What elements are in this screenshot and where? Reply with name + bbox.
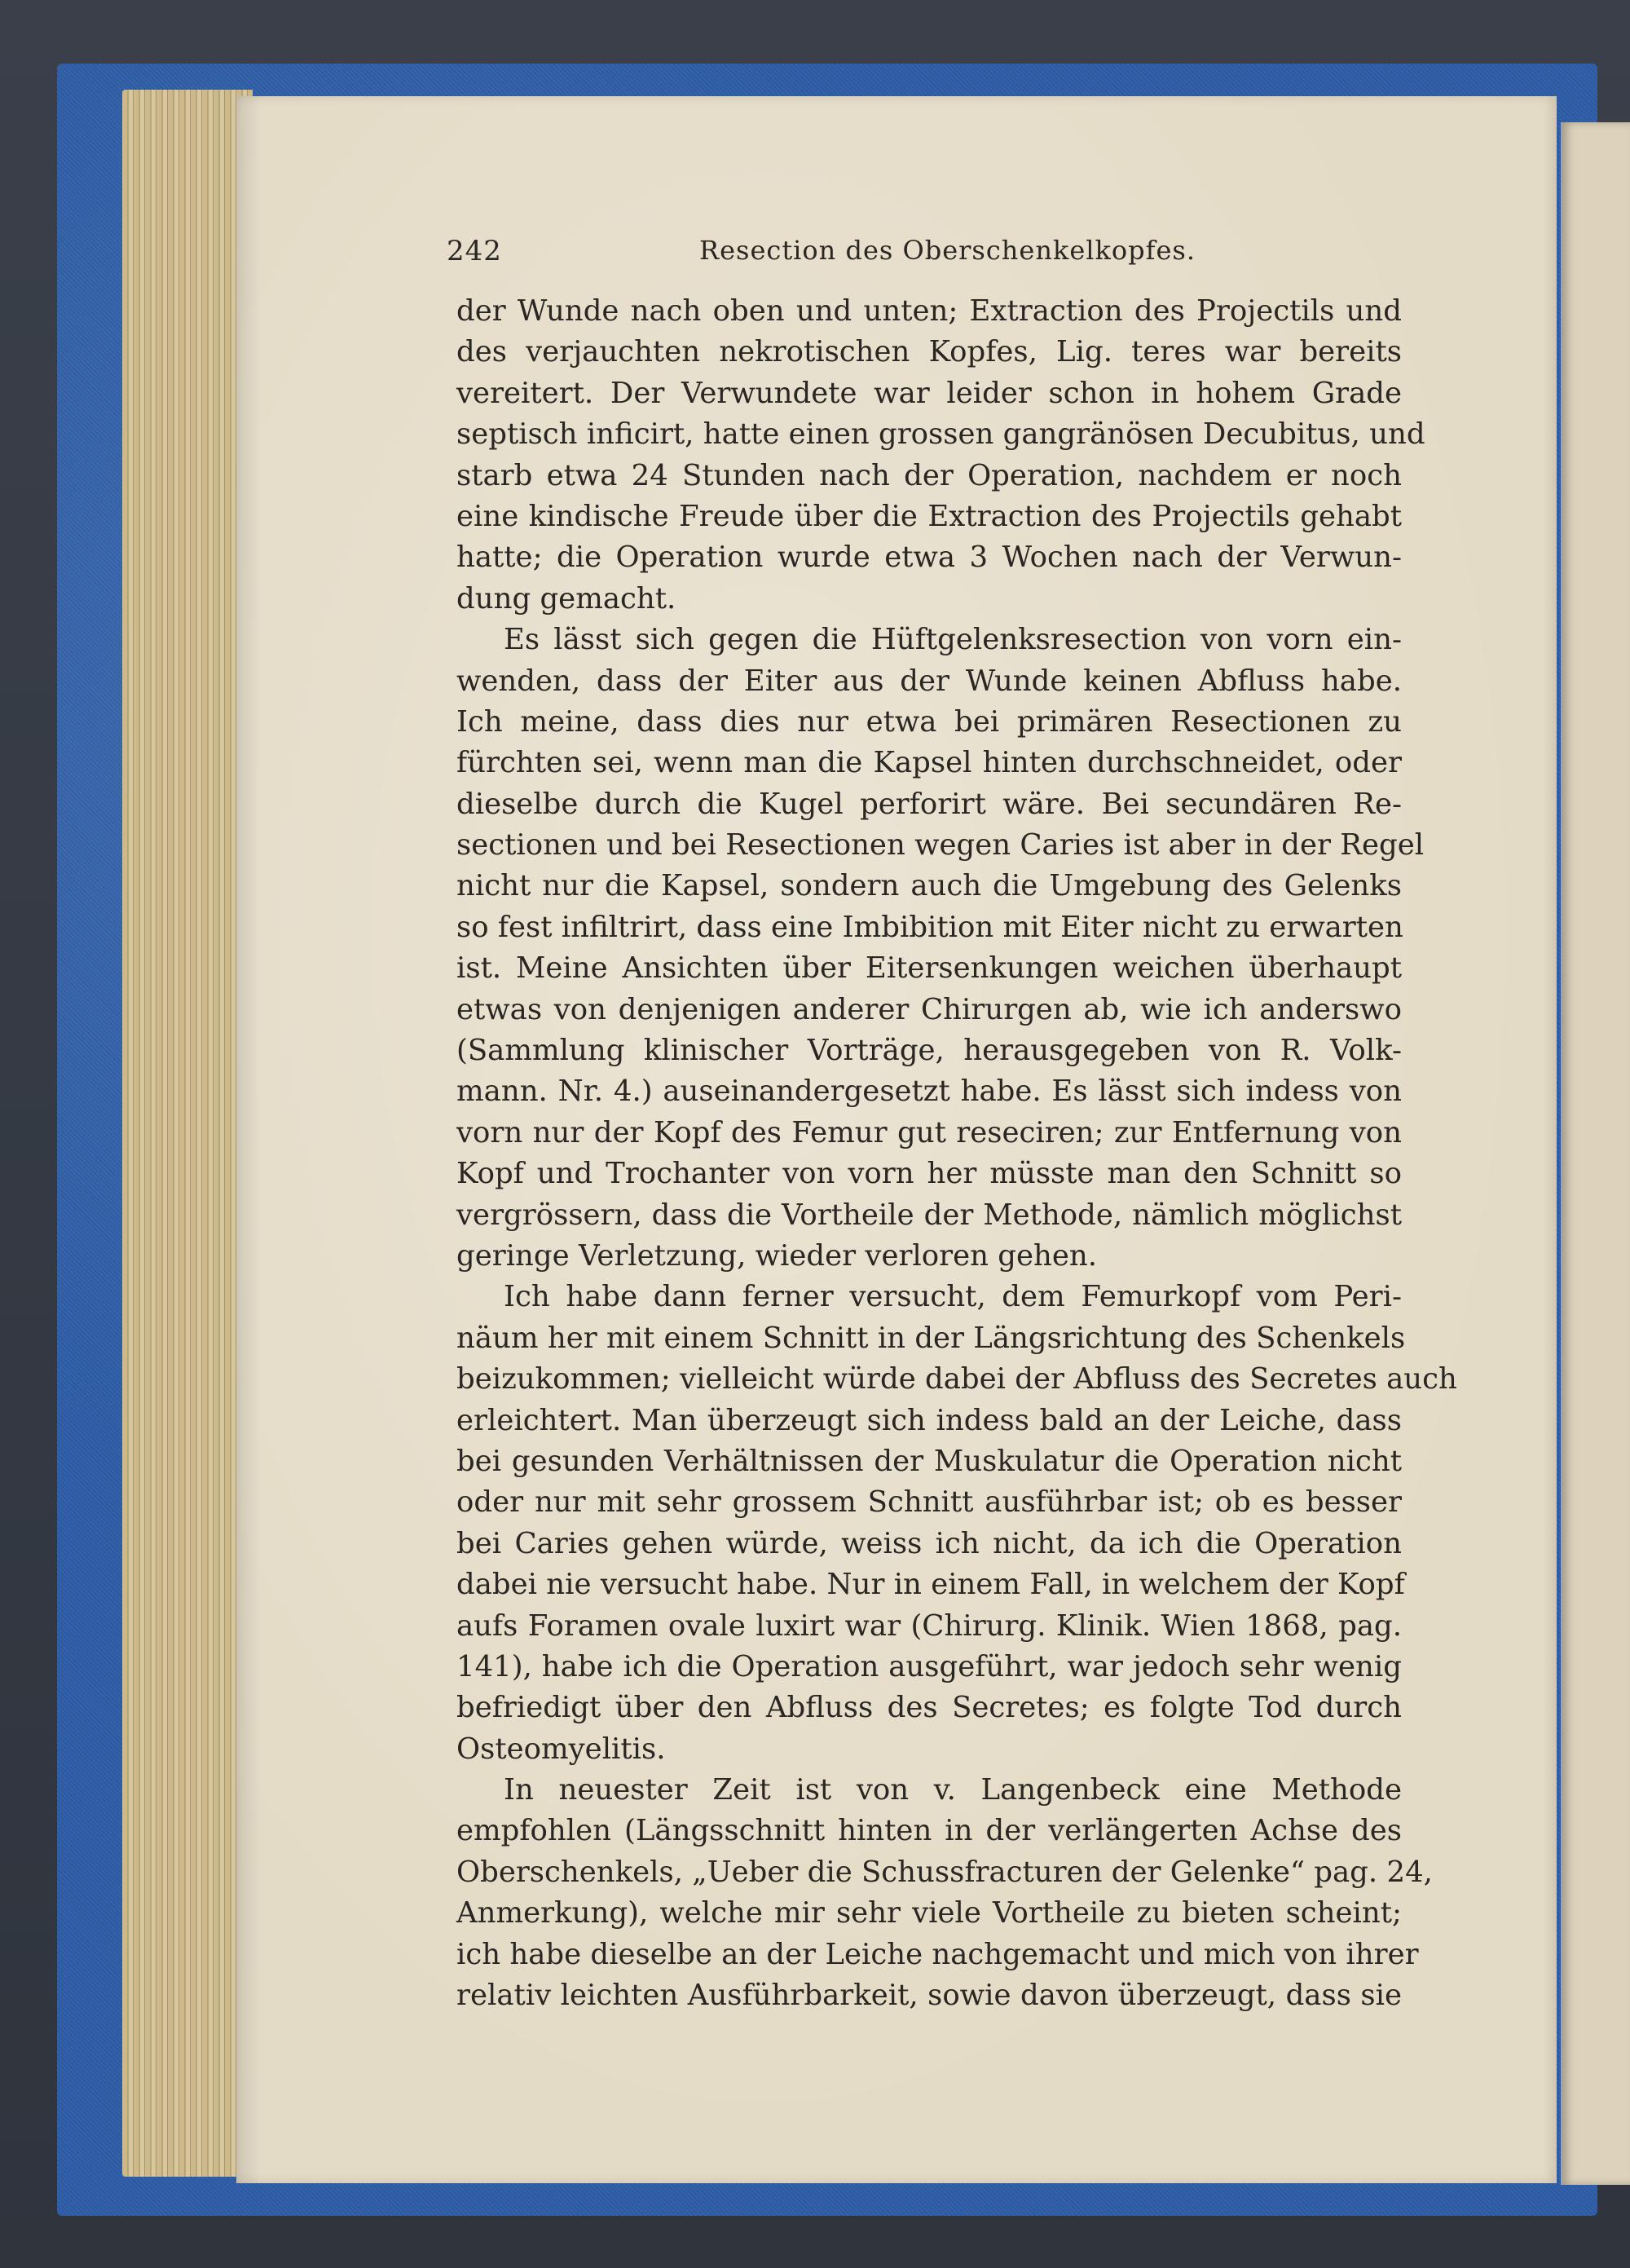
- text-line: Ich habe dann ferner versucht, dem Femurkopf vom Peri-: [504, 1280, 1402, 1314]
- text-line: der Wunde nach oben und unten; Extraction des Projectils und: [456, 294, 1402, 328]
- text-line: (Sammlung klinischer Vorträge, herausgegeben von R. Volk-: [456, 1034, 1402, 1068]
- text-line: Anmerkung), welche mir sehr viele Vortheile zu bieten scheint;: [456, 1896, 1402, 1930]
- text-line: empfohlen (Längsschnitt hinten in der verlängerten Achse des: [456, 1814, 1402, 1848]
- text-line: oder nur mit sehr grossem Schnitt ausführbar ist; ob es besser: [456, 1485, 1402, 1520]
- text-line: bei gesunden Verhältnissen der Muskulatur die Operation nicht: [456, 1444, 1402, 1478]
- page-header: [447, 235, 1408, 271]
- text-line: 141), habe ich die Operation ausgeführt, war jedoch sehr wenig: [456, 1649, 1402, 1683]
- text-line: septisch inficirt, hatte einen grossen gangränösen Decubitus, und: [456, 417, 1425, 452]
- text-line: Oberschenkels, „Ueber die Schussfracturen der Gelenke“ pag. 24,: [456, 1855, 1433, 1889]
- text-line: aufs Foramen ovale luxirt war (Chirurg. Klinik. Wien 1868, pag.: [456, 1608, 1402, 1643]
- text-line: vorn nur der Kopf des Femur gut reseciren; zur Entfernung von: [456, 1115, 1402, 1149]
- text-line: Ich meine, dass dies nur etwa bei primären Resectionen zu: [456, 704, 1402, 739]
- text-line: eine kindische Freude über die Extraction des Projectils gehabt: [456, 499, 1402, 533]
- text-line: befriedigt über den Abfluss des Secretes; es folgte Tod durch: [456, 1691, 1402, 1725]
- next-page-edge: [1561, 122, 1630, 2185]
- text-line: vergrössern, dass die Vortheile der Methode, nämlich möglichst: [456, 1198, 1402, 1232]
- page-number: 242: [447, 235, 502, 267]
- text-line: Osteomyelitis.: [456, 1732, 666, 1766]
- text-line: näum her mit einem Schnitt in der Längsrichtung des Schenkels: [456, 1321, 1406, 1355]
- text-line: wenden, dass der Eiter aus der Wunde keinen Abfluss habe.: [456, 664, 1402, 698]
- text-line: sectionen und bei Resectionen wegen Caries ist aber in der Regel: [456, 828, 1425, 863]
- text-line: etwas von denjenigen anderer Chirurgen ab, wie ich anderswo: [456, 992, 1402, 1026]
- text-line: so fest infiltrirt, dass eine Imbibition mit Eiter nicht zu erwarten: [456, 910, 1403, 944]
- text-line: mann. Nr. 4.) auseinandergesetzt habe. Es lässt sich indess von: [456, 1074, 1402, 1109]
- text-line: bei Caries gehen würde, weiss ich nicht, da ich die Operation: [456, 1526, 1402, 1560]
- text-line: geringe Verletzung, wieder verloren gehen.: [456, 1238, 1098, 1273]
- page-edges: [122, 90, 253, 2177]
- text-line: erleichtert. Man überzeugt sich indess bald an der Leiche, dass: [456, 1403, 1402, 1437]
- text-line: dabei nie versucht habe. Nur in einem Fall, in welchem der Kopf: [456, 1568, 1405, 1602]
- text-line: vereitert. Der Verwundete war leider schon in hohem Grade: [456, 376, 1402, 410]
- text-line: des verjauchten nekrotischen Kopfes, Lig. teres war bereits: [456, 335, 1402, 369]
- text-line: ich habe dieselbe an der Leiche nachgemacht und mich von ihrer: [456, 1937, 1419, 1971]
- text-line: starb etwa 24 Stunden nach der Operation, nachdem er noch: [456, 458, 1402, 492]
- text-line: hatte; die Operation wurde etwa 3 Wochen nach der Verwun-: [456, 541, 1402, 575]
- body-text: [456, 291, 1457, 2016]
- text-line: Es lässt sich gegen die Hüftgelenksresection von vorn ein-: [504, 623, 1402, 657]
- text-line: relativ leichten Ausführbarkeit, sowie davon überzeugt, dass sie: [456, 1979, 1402, 2013]
- text-line: fürchten sei, wenn man die Kapsel hinten durchschneidet, oder: [456, 746, 1402, 780]
- text-line: dieselbe durch die Kugel perforirt wäre. Bei secundären Re-: [456, 787, 1402, 821]
- text-line: beizukommen; vielleicht würde dabei der Abfluss des Secretes auch: [456, 1362, 1457, 1397]
- text-line: In neuester Zeit ist von v. Langenbeck eine Methode: [504, 1773, 1402, 1807]
- text-line: nicht nur die Kapsel, sondern auch die Umgebung des Gelenks: [456, 869, 1402, 903]
- text-line: dung gemacht.: [456, 581, 676, 616]
- text-line: ist. Meine Ansichten über Eitersenkungen weichen überhaupt: [456, 951, 1402, 986]
- running-head: Resection des Oberschenkelkopfes.: [699, 235, 1196, 266]
- text-line: Kopf und Trochanter von vorn her müsste man den Schnitt so: [456, 1157, 1402, 1191]
